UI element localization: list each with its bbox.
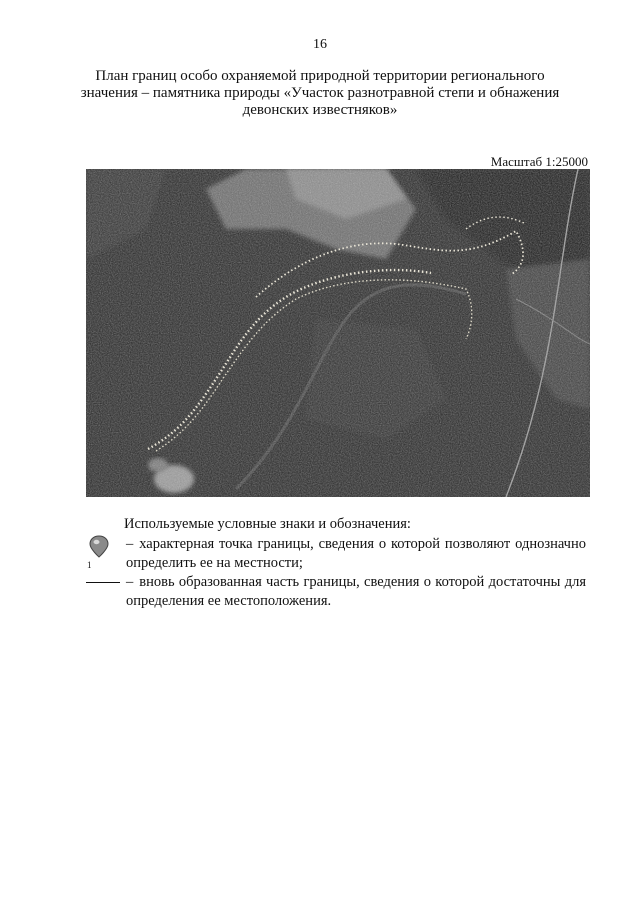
legend-description: характерная точка границы, сведения о которой позволяют однозначно определить ее на местности;	[126, 536, 586, 571]
legend-item-point	[86, 535, 586, 573]
line-sample	[86, 582, 120, 583]
legend-item-boundary	[86, 573, 586, 611]
pin-label: 1	[87, 560, 92, 570]
document-title	[70, 68, 570, 119]
legend-heading: Используемые условные знаки и обозначения:	[124, 516, 411, 532]
map-scale: Масштаб 1:25000	[490, 154, 588, 169]
page-number: 16	[313, 37, 327, 52]
map-canvas	[86, 169, 590, 497]
title-line: значения – памятника природы «Участок разнотравной степи и обнажения	[80, 85, 560, 101]
legend-description: вновь образованная часть границы, сведения о которой достаточны для определения ее местоположения.	[126, 574, 586, 609]
legend-text	[126, 573, 586, 611]
legend-text	[126, 535, 586, 573]
map-pin-icon	[86, 535, 122, 571]
title-line: девонских известняков»	[242, 102, 398, 118]
terrain-texture	[86, 169, 590, 497]
satellite-map[interactable]	[86, 169, 590, 497]
legend-dash: –	[126, 536, 134, 552]
legend-dash: –	[126, 574, 134, 590]
boundary-line-sample	[86, 573, 122, 609]
title-line: План границ особо охраняемой природной территории регионального	[95, 68, 545, 84]
